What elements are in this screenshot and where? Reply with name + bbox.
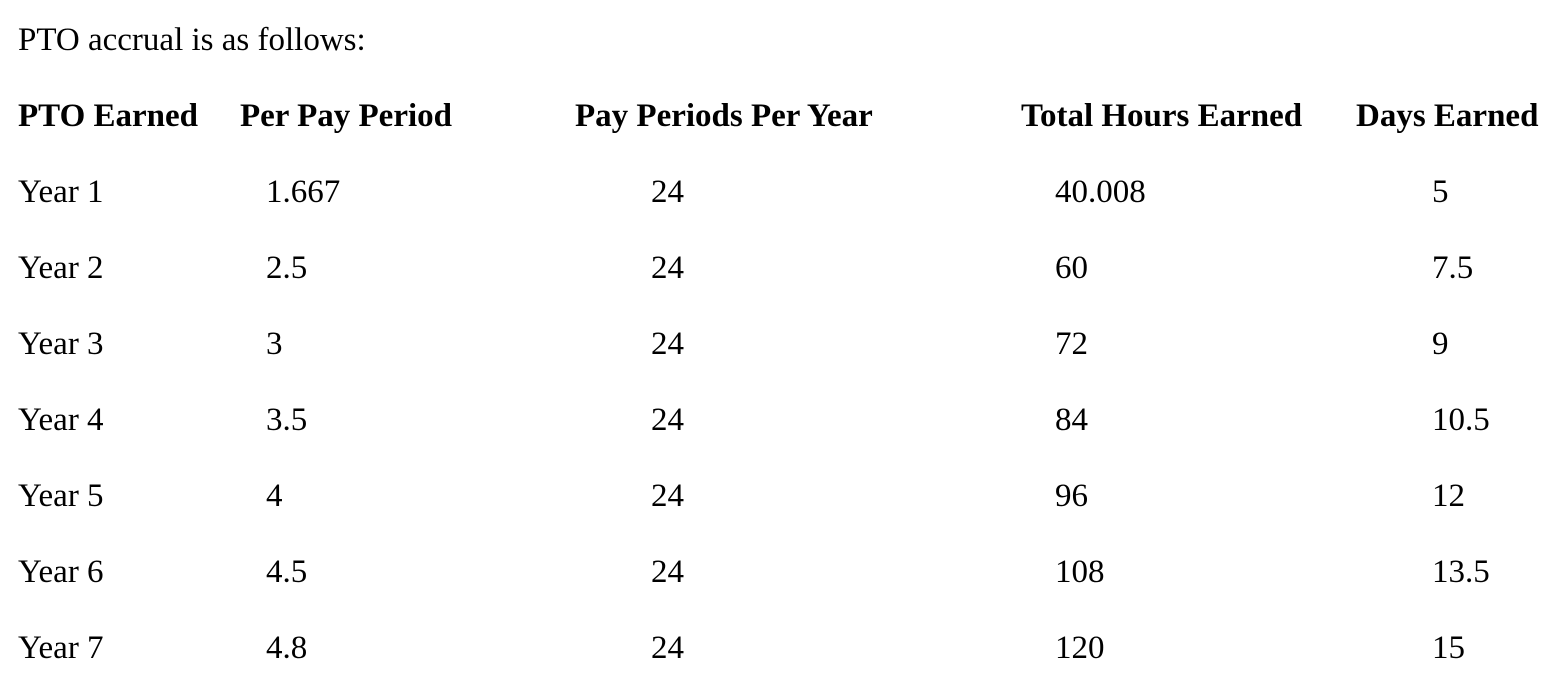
table-cell: 24	[651, 326, 684, 362]
table-row	[0, 628, 1549, 668]
table-cell: 84	[1055, 402, 1088, 438]
table-cell: Year 4	[18, 402, 104, 438]
table-cell: 3.5	[266, 402, 308, 438]
table-cell: Year 2	[18, 250, 104, 286]
table-cell: 12	[1432, 478, 1465, 514]
table-cell: 7.5	[1432, 250, 1474, 286]
table-cell: 4	[266, 478, 283, 514]
intro-text: PTO accrual is as follows:	[18, 22, 366, 58]
table-cell: 3	[266, 326, 283, 362]
table-cell: 10.5	[1432, 402, 1490, 438]
table-cell: 24	[651, 554, 684, 590]
table-cell: Year 5	[18, 478, 104, 514]
table-cell: 4.8	[266, 630, 308, 666]
table-cell: 96	[1055, 478, 1088, 514]
table-cell: 2.5	[266, 250, 308, 286]
table-cell: 120	[1055, 630, 1105, 666]
table-cell: 108	[1055, 554, 1105, 590]
table-cell: 24	[651, 402, 684, 438]
table-cell: 15	[1432, 630, 1465, 666]
table-cell: 24	[651, 630, 684, 666]
table-row	[0, 400, 1549, 440]
table-cell: Year 3	[18, 326, 104, 362]
header-pay-periods-per-year: Pay Periods Per Year	[575, 98, 873, 134]
table-row	[0, 172, 1549, 212]
header-per-pay-period: Per Pay Period	[240, 98, 452, 134]
table-cell: Year 6	[18, 554, 104, 590]
table-cell: 72	[1055, 326, 1088, 362]
table-cell: 9	[1432, 326, 1449, 362]
table-cell: Year 1	[18, 174, 104, 210]
header-pto-earned: PTO Earned	[18, 98, 199, 134]
table-cell: 24	[651, 250, 684, 286]
table-cell: 13.5	[1432, 554, 1490, 590]
table-cell: 5	[1432, 174, 1449, 210]
table-cell: 1.667	[266, 174, 341, 210]
table-cell: 60	[1055, 250, 1088, 286]
table-cell: Year 7	[18, 630, 104, 666]
table-cell: 24	[651, 478, 684, 514]
table-row	[0, 248, 1549, 288]
table-cell: 40.008	[1055, 174, 1146, 210]
table-cell: 24	[651, 174, 684, 210]
table-cell: 4.5	[266, 554, 308, 590]
table-row	[0, 476, 1549, 516]
table-row	[0, 324, 1549, 364]
header-days-earned: Days Earned	[1356, 98, 1539, 134]
header-total-hours-earned: Total Hours Earned	[1021, 98, 1303, 134]
table-row	[0, 552, 1549, 592]
